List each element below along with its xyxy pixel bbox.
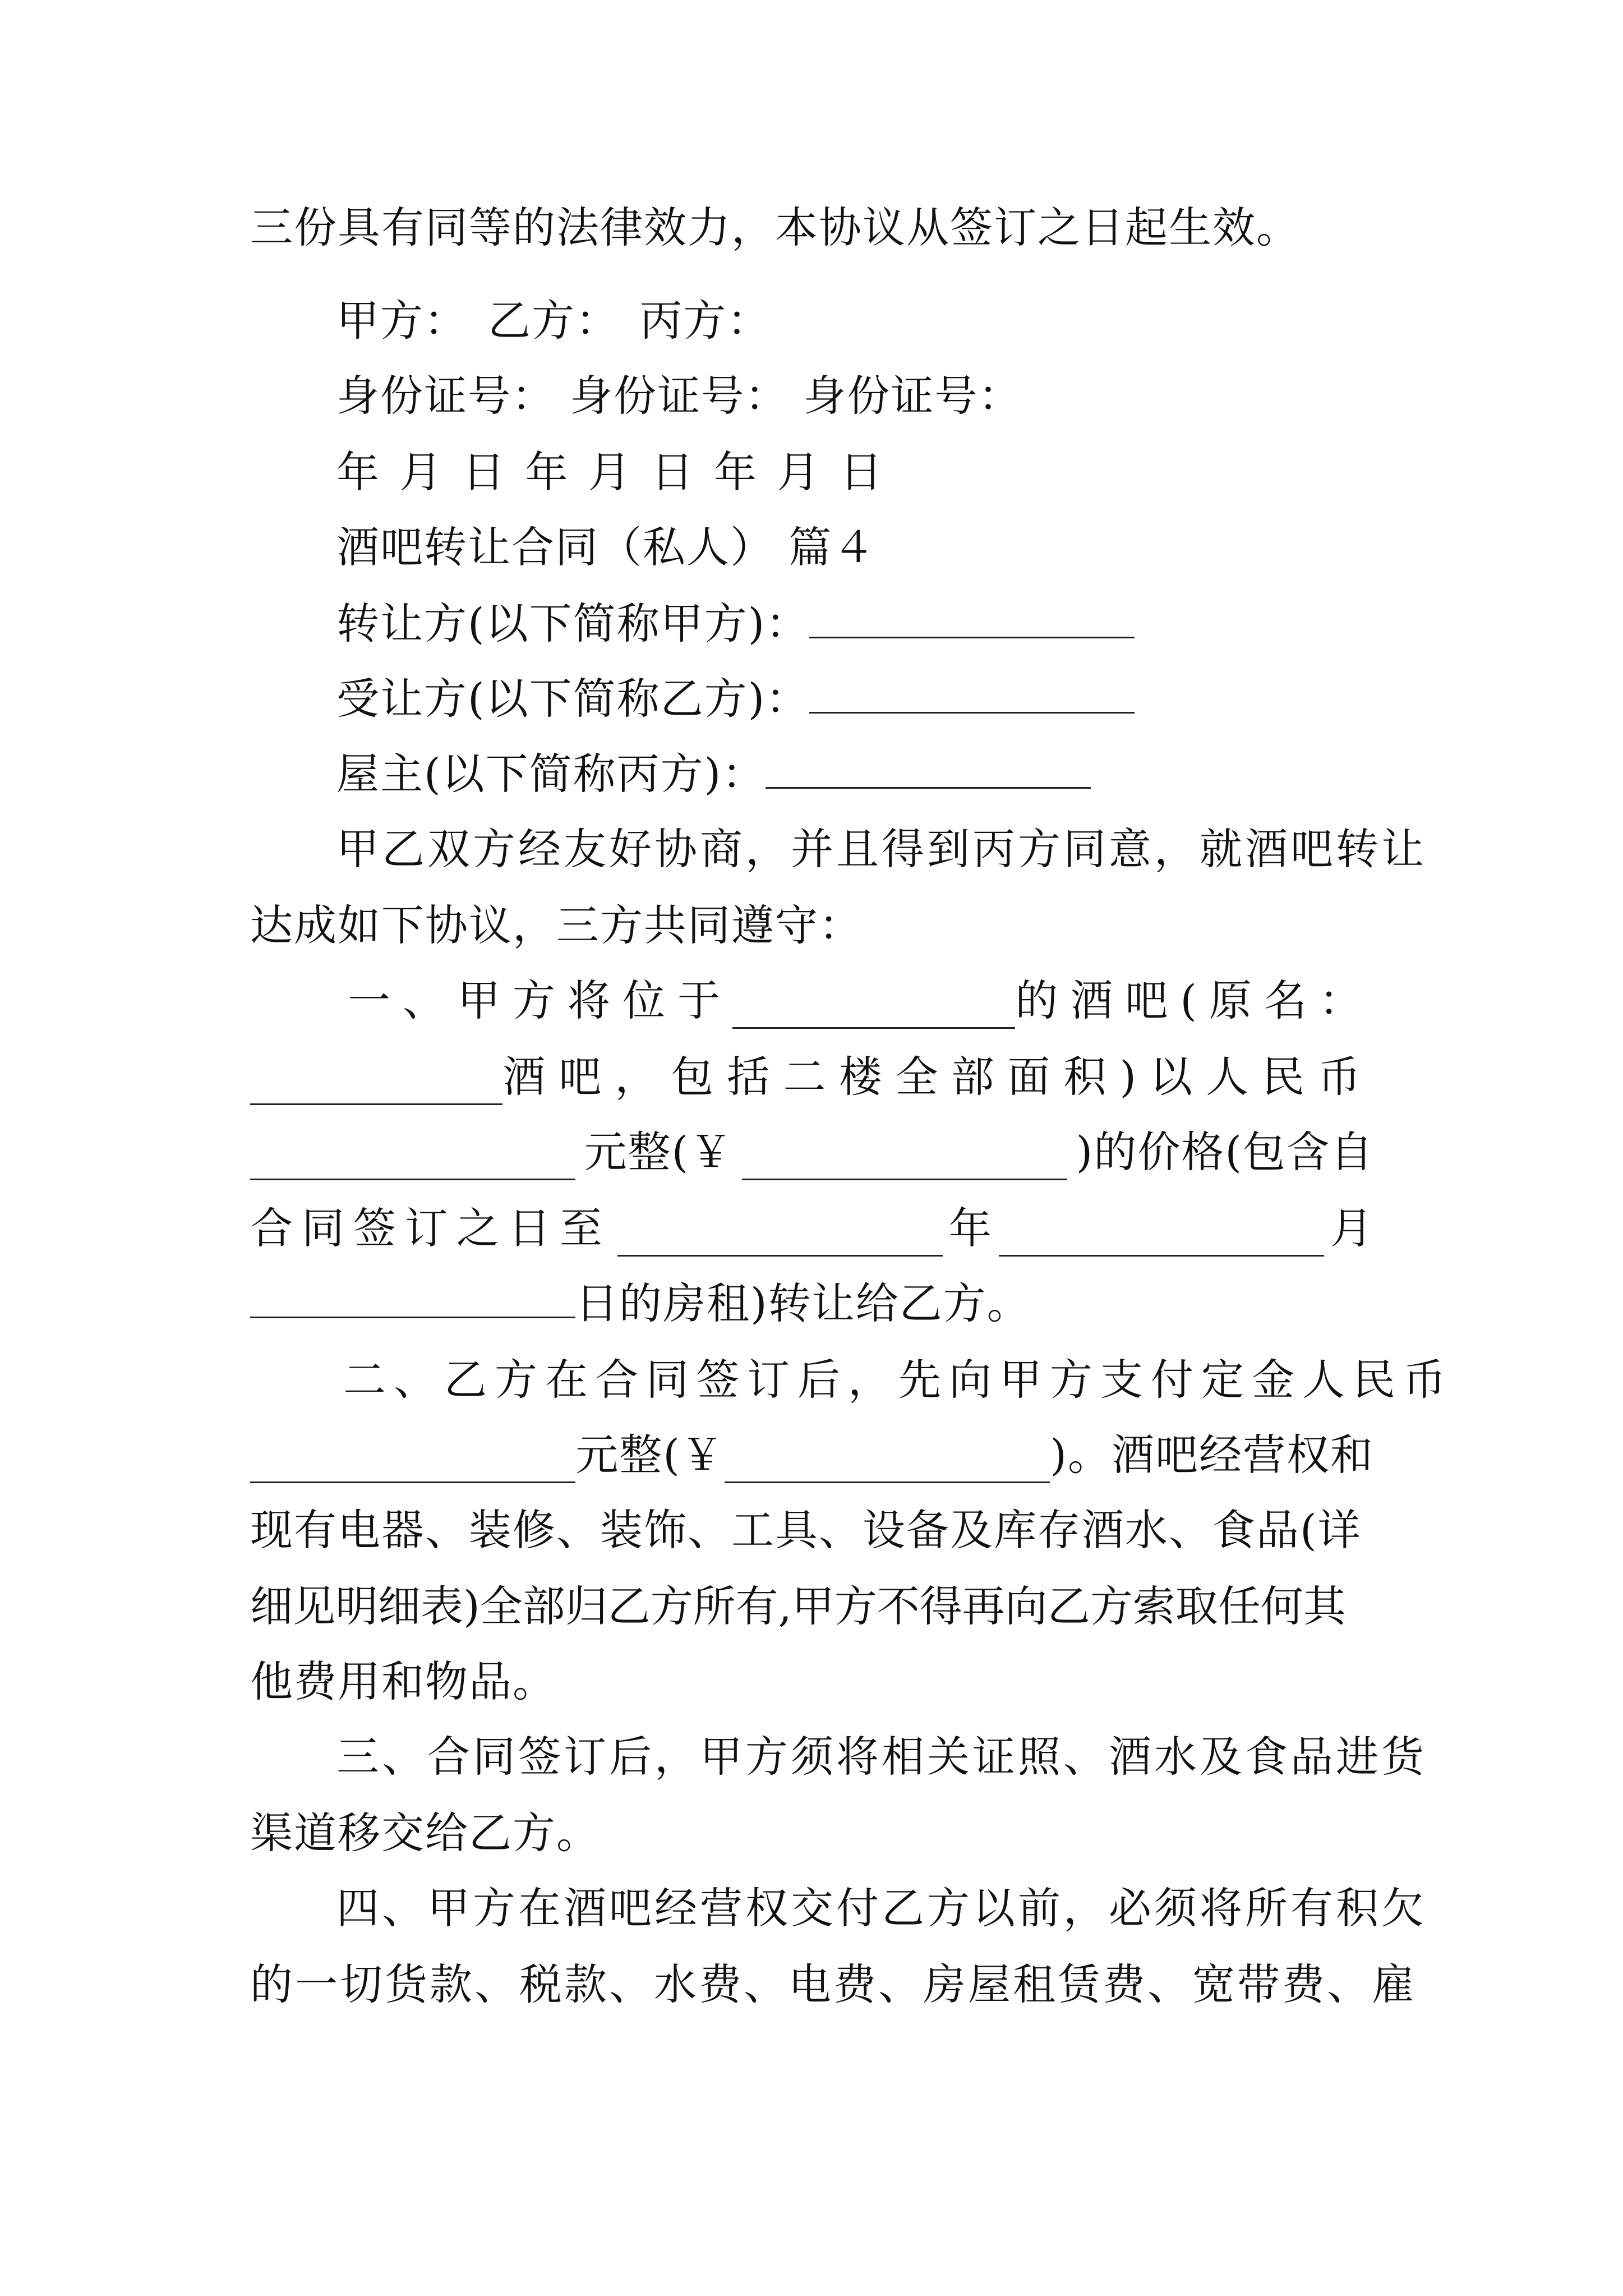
clause-1-text-b: 的酒吧(原名： — [1015, 976, 1374, 1025]
month-label: 月 — [1330, 1203, 1374, 1253]
clause-1-line-3 — [250, 1124, 1374, 1180]
transferee-blank — [809, 671, 1135, 714]
transferor-line — [336, 596, 1135, 652]
date-line: 年 月 日 年 月 日 年 月 日 — [336, 447, 886, 497]
text-line: 的一切货款、税款、水费、电费、房屋租赁费、宽带费、雇 — [250, 1959, 1417, 2009]
clause-1-text-e: )的价格(包含自 — [1076, 1127, 1374, 1177]
text-line: 他费用和物品。 — [250, 1657, 556, 1706]
year-blank — [617, 1214, 943, 1257]
clause-1-text-c: 酒吧，包括二楼全部面积)以人民币 — [502, 1052, 1374, 1102]
text-line: 达成如下协议，三方共同遵守： — [250, 900, 863, 950]
clause-1-line-5 — [250, 1276, 1031, 1332]
clause-1-line-2 — [250, 1049, 1374, 1105]
landlord-label: 屋主(以下简称丙方)： — [336, 749, 766, 799]
clause-2-text-b: )。酒吧经营权和 — [1050, 1430, 1374, 1480]
location-blank — [732, 987, 1015, 1029]
signature-parties-line: 甲方： 乙方： 丙方： — [336, 296, 771, 346]
id-number-line: 身份证号： 身份证号： 身份证号： — [336, 371, 1022, 421]
deposit-number-blank — [725, 1441, 1050, 1483]
price-number-blank — [742, 1138, 1067, 1180]
clause-1-text-d: 元整(￥ — [584, 1127, 734, 1177]
clause-3-line-1: 三、合同签订后，甲方须将相关证照、酒水及食品进货 — [336, 1732, 1427, 1782]
clause-2-line-2 — [250, 1427, 1374, 1483]
transferor-label: 转让方(以下简称甲方)： — [336, 599, 810, 648]
transferee-label: 受让方(以下简称乙方)： — [336, 674, 810, 724]
day-blank — [250, 1276, 575, 1318]
transferor-blank — [809, 596, 1135, 638]
clause-4-line-1: 四、甲方在酒吧经营权交付乙方以前，必须将所有积欠 — [336, 1883, 1427, 1933]
clause-1-line-1 — [348, 973, 1374, 1029]
landlord-line — [336, 746, 1091, 802]
text-line: 渠道移交给乙方。 — [250, 1808, 600, 1858]
text-line: 现有电器、装修、装饰、工具、设备及库存酒水、食品(详 — [250, 1505, 1362, 1555]
text-line: 甲乙双方经友好协商，并且得到丙方同意，就酒吧转让 — [336, 824, 1427, 874]
price-words-blank — [250, 1138, 575, 1180]
transferee-line — [336, 671, 1135, 727]
original-name-blank — [250, 1063, 502, 1105]
landlord-blank — [766, 747, 1091, 789]
text-line: 细见明细表)全部归乙方所有,甲方不得再向乙方索取任何其 — [250, 1581, 1346, 1631]
clause-2-text-a: 元整(￥ — [575, 1430, 725, 1480]
clause-1-line-4 — [250, 1200, 1374, 1257]
year-label: 年 — [949, 1203, 993, 1253]
clause-1-text-f: 合同签订之日至 — [250, 1203, 611, 1253]
clause-1-text-a: 一、甲方将位于 — [348, 976, 732, 1025]
month-blank — [999, 1214, 1324, 1257]
clause-2-line-1: 二、乙方在合同签订后，先向甲方支付定金人民币 — [343, 1355, 1454, 1405]
deposit-words-blank — [250, 1441, 575, 1483]
clause-1-text-g: 日的房租)转让给乙方。 — [575, 1278, 1031, 1328]
text-line: 三份具有同等的法律效力，本协议从签订之日起生效。 — [250, 203, 1300, 252]
section-title: 酒吧转让合同（私人） 篇４ — [336, 522, 877, 572]
